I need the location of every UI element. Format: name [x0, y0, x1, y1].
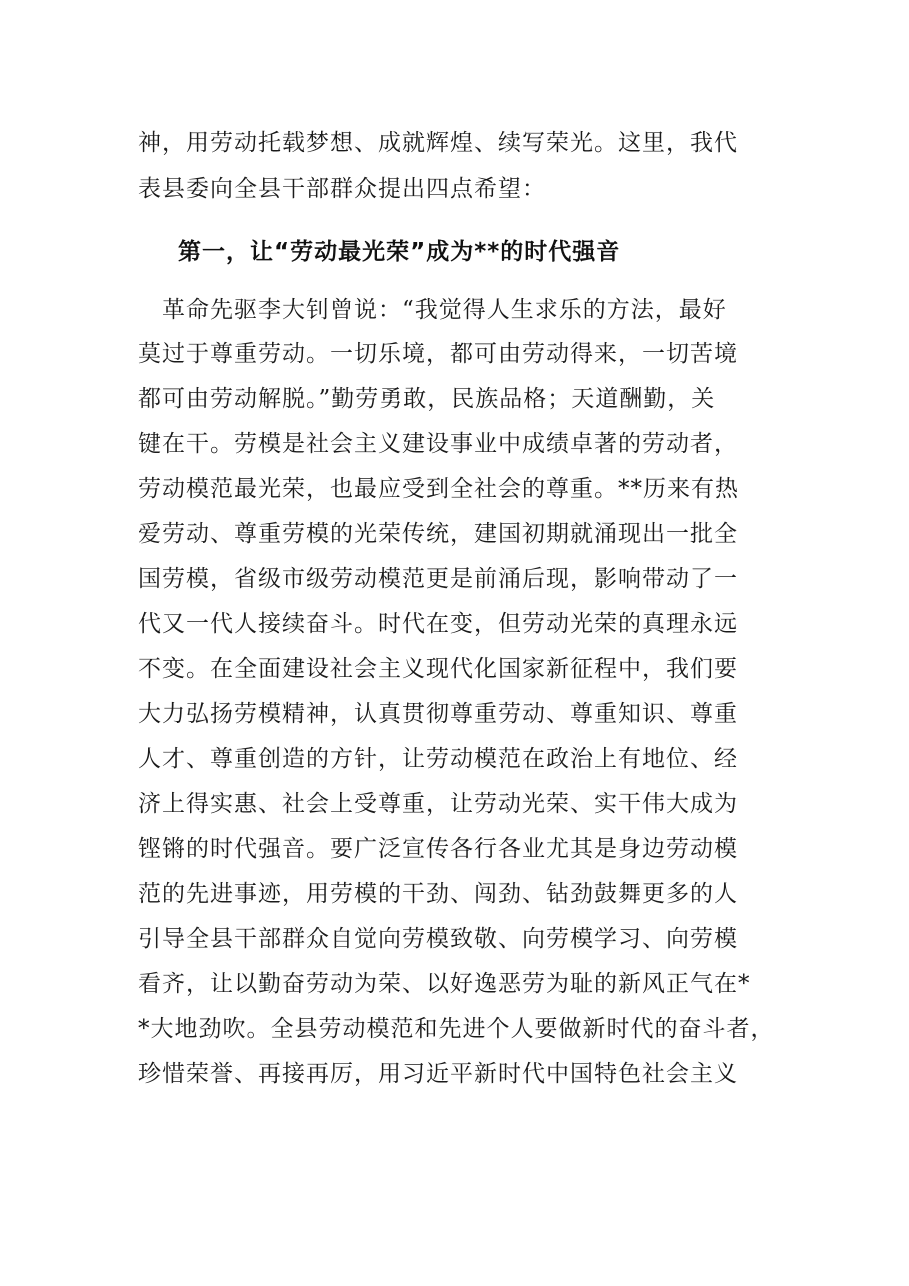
- text-line: 铿锵的时代强音。要广泛宣传各行各业尤其是身边劳动模: [138, 836, 738, 862]
- text-line: 济上得实惠、社会上受尊重，让劳动光荣、实干伟大成为: [138, 791, 738, 817]
- text-line: 人才、尊重创造的方针，让劳动模范在政治上有地位、经: [138, 746, 738, 772]
- text-line: 看齐，让以勤奋劳动为荣、以好逸恶劳为耻的新风正气在*: [138, 971, 751, 997]
- text-line: *大地劲吹。全县劳动模范和先进个人要做新时代的奋斗者，: [138, 1016, 775, 1042]
- text-line: 范的先进事迹，用劳模的干劲、闯劲、钻劲鼓舞更多的人: [138, 881, 738, 907]
- section-heading: 第一，让“劳动最光荣”成为**的时代强音: [178, 239, 621, 265]
- text-line: 神，用劳动托载梦想、成就辉煌、续写荣光。这里，我代: [138, 130, 738, 156]
- text-line: 劳动模范最光荣，也最应受到全社会的尊重。**历来有热: [138, 476, 739, 502]
- text-line: 珍惜荣誉、再接再厉，用习近平新时代中国特色社会主义: [138, 1061, 738, 1087]
- text-line: 键在干。劳模是社会主义建设事业中成绩卓著的劳动者，: [138, 431, 738, 457]
- text-line: 表县委向全县干部群众提出四点希望：: [138, 176, 546, 202]
- text-line: 代又一代人接续奋斗。时代在变，但劳动光荣的真理永远: [138, 611, 738, 637]
- text-line: 爱劳动、尊重劳模的光荣传统，建国初期就涌现出一批全: [138, 521, 738, 547]
- text-line: 莫过于尊重劳动。一切乐境，都可由劳动得来，一切苦境: [138, 341, 738, 367]
- text-line: 国劳模，省级市级劳动模范更是前涌后现，影响带动了一: [138, 566, 738, 592]
- text-line: 革命先驱李大钊曾说：“我觉得人生求乐的方法，最好: [138, 297, 727, 323]
- text-line: 大力弘扬劳模精神，认真贯彻尊重劳动、尊重知识、尊重: [138, 701, 738, 727]
- text-line: 都可由劳动解脱。”勤劳勇敢，民族品格；天道酬勤，关: [138, 386, 716, 412]
- text-line: 不变。在全面建设社会主义现代化国家新征程中，我们要: [138, 656, 738, 682]
- text-line: 引导全县干部群众自觉向劳模致敬、向劳模学习、向劳模: [138, 926, 738, 952]
